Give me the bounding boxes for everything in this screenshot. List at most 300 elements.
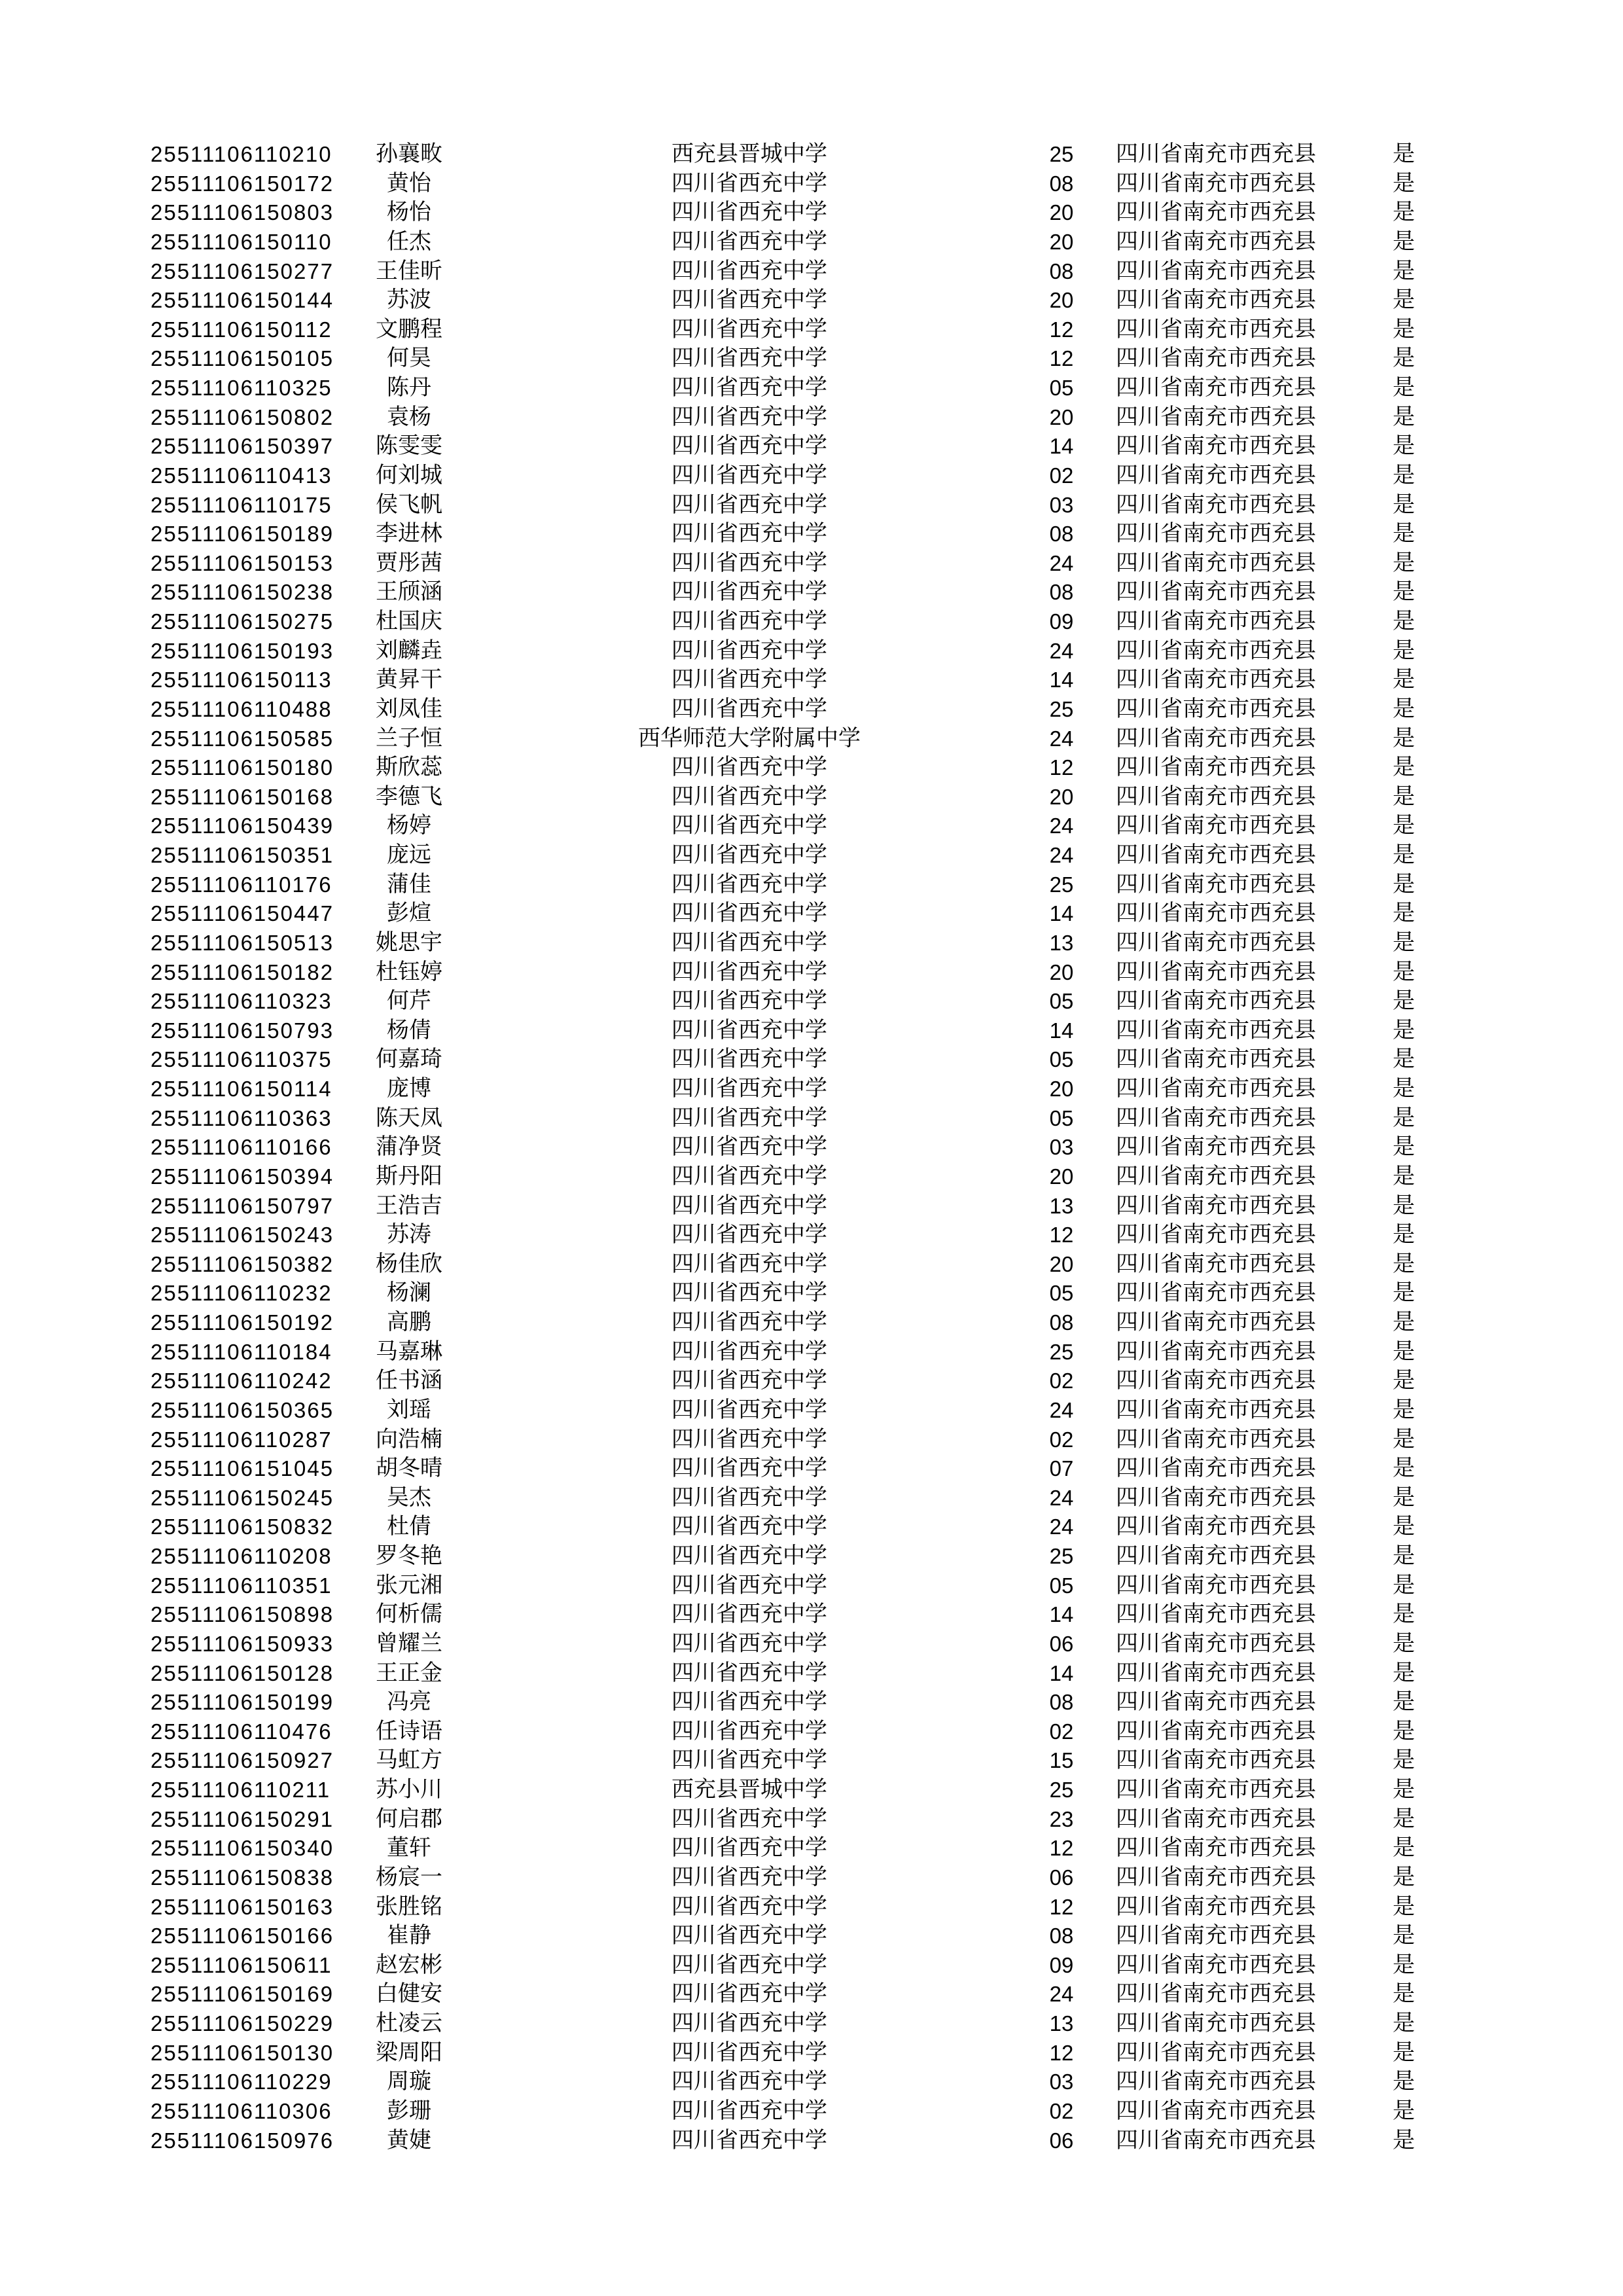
count-cell: 09 [1049, 609, 1074, 634]
candidate-name-cell: 董轩 [387, 1836, 431, 1861]
confirm-cell: 是 [1393, 522, 1415, 547]
exam-number-cell: 25511106150144 [151, 288, 334, 313]
school-cell: 四川省西充中学 [671, 1952, 827, 1977]
school-cell: 四川省西充中学 [671, 814, 827, 838]
school-cell: 四川省西充中学 [671, 1485, 827, 1510]
table-row [0, 725, 1623, 754]
school-cell: 四川省西充中学 [671, 317, 827, 342]
school-cell: 四川省西充中学 [671, 1924, 827, 1948]
table-row [0, 1367, 1623, 1396]
candidate-name-cell: 黄婕 [387, 2128, 431, 2153]
table-row [0, 170, 1623, 199]
school-cell: 四川省西充中学 [671, 696, 827, 721]
region-cell: 四川省南充市西充县 [1116, 1573, 1316, 1598]
exam-number-cell: 25511106150277 [151, 259, 334, 283]
count-cell: 13 [1049, 930, 1074, 955]
table-row [0, 1192, 1623, 1221]
table-row [0, 607, 1623, 637]
school-cell: 四川省西充中学 [671, 1631, 827, 1656]
count-cell: 08 [1049, 171, 1074, 196]
confirm-cell: 是 [1393, 726, 1415, 751]
exam-number-cell: 25511106150394 [151, 1164, 334, 1189]
school-cell: 四川省西充中学 [671, 930, 827, 955]
exam-number-cell: 25511106150838 [151, 1865, 334, 1890]
count-cell: 20 [1049, 960, 1074, 984]
table-row [0, 198, 1623, 228]
table-row [0, 1308, 1623, 1338]
school-cell: 四川省西充中学 [671, 901, 827, 926]
table-row [0, 666, 1623, 695]
candidate-name-cell: 张胜铭 [376, 1894, 442, 1919]
candidate-name-cell: 杜倩 [387, 1515, 431, 1539]
confirm-cell: 是 [1393, 1894, 1415, 1919]
confirm-cell: 是 [1393, 843, 1415, 867]
region-cell: 四川省南充市西充县 [1116, 1660, 1316, 1685]
exam-number-cell: 25511106150128 [151, 1660, 334, 1685]
table-row [0, 1133, 1623, 1162]
school-cell: 四川省西充中学 [671, 784, 827, 809]
exam-number-cell: 25511106150199 [151, 1690, 334, 1715]
count-cell: 25 [1049, 696, 1074, 721]
region-cell: 四川省南充市西充县 [1116, 2011, 1316, 2036]
table-row [0, 491, 1623, 520]
candidate-name-cell: 向浩楠 [376, 1427, 442, 1452]
confirm-cell: 是 [1393, 1193, 1415, 1218]
count-cell: 20 [1049, 1077, 1074, 1101]
school-cell: 四川省西充中学 [671, 989, 827, 1014]
count-cell: 08 [1049, 522, 1074, 547]
confirm-cell: 是 [1393, 1397, 1415, 1422]
count-cell: 12 [1049, 2040, 1074, 2065]
candidate-name-cell: 黄昇干 [376, 668, 442, 692]
table-row [0, 2068, 1623, 2097]
candidate-name-cell: 何嘉琦 [376, 1047, 442, 1072]
school-cell: 四川省西充中学 [671, 843, 827, 867]
count-cell: 14 [1049, 1018, 1074, 1043]
region-cell: 四川省南充市西充县 [1116, 171, 1316, 196]
count-cell: 12 [1049, 346, 1074, 371]
region-cell: 四川省南充市西充县 [1116, 434, 1316, 459]
confirm-cell: 是 [1393, 989, 1415, 1014]
region-cell: 四川省南充市西充县 [1116, 1778, 1316, 1802]
exam-number-cell: 25511106150803 [151, 200, 334, 225]
confirm-cell: 是 [1393, 288, 1415, 313]
count-cell: 24 [1049, 638, 1074, 663]
confirm-cell: 是 [1393, 1952, 1415, 1977]
exam-number-cell: 25511106150291 [151, 1806, 334, 1831]
confirm-cell: 是 [1393, 1544, 1415, 1568]
confirm-cell: 是 [1393, 1806, 1415, 1831]
candidate-name-cell: 彭珊 [387, 2098, 431, 2123]
confirm-cell: 是 [1393, 1251, 1415, 1276]
table-row [0, 1338, 1623, 1367]
candidate-name-cell: 杜钰婷 [376, 960, 442, 984]
candidate-name-cell: 彭煊 [387, 901, 431, 926]
table-row [0, 1688, 1623, 1717]
candidate-name-cell: 陈雯雯 [376, 434, 442, 459]
exam-number-cell: 25511106150793 [151, 1018, 334, 1043]
confirm-cell: 是 [1393, 229, 1415, 254]
candidate-name-cell: 马嘉琳 [376, 1339, 442, 1364]
region-cell: 四川省南充市西充县 [1116, 1105, 1316, 1130]
confirm-cell: 是 [1393, 814, 1415, 838]
region-cell: 四川省南充市西充县 [1116, 755, 1316, 780]
candidate-name-cell: 姚思宇 [376, 930, 442, 955]
count-cell: 08 [1049, 580, 1074, 605]
count-cell: 20 [1049, 229, 1074, 254]
exam-number-cell: 25511106110375 [151, 1047, 332, 1072]
school-cell: 四川省西充中学 [671, 346, 827, 371]
region-cell: 四川省南充市西充县 [1116, 1164, 1316, 1189]
count-cell: 06 [1049, 1865, 1074, 1890]
count-cell: 14 [1049, 901, 1074, 926]
school-cell: 四川省西充中学 [671, 1515, 827, 1539]
confirm-cell: 是 [1393, 1456, 1415, 1481]
exam-number-cell: 25511106150243 [151, 1223, 334, 1247]
count-cell: 08 [1049, 1924, 1074, 1948]
school-cell: 四川省西充中学 [671, 1982, 827, 2007]
school-cell: 四川省西充中学 [671, 2011, 827, 2036]
exam-number-cell: 25511106110287 [151, 1427, 332, 1452]
region-cell: 四川省南充市西充县 [1116, 492, 1316, 517]
candidate-name-cell: 王佳昕 [376, 259, 442, 283]
table-row [0, 1426, 1623, 1455]
confirm-cell: 是 [1393, 1924, 1415, 1948]
region-cell: 四川省南充市西充县 [1116, 1485, 1316, 1510]
confirm-cell: 是 [1393, 1778, 1415, 1802]
region-cell: 四川省南充市西充县 [1116, 1310, 1316, 1335]
exam-number-cell: 25511106150802 [151, 404, 334, 429]
candidate-name-cell: 任书涵 [376, 1369, 442, 1393]
exam-number-cell: 25511106150163 [151, 1894, 334, 1919]
region-cell: 四川省南充市西充县 [1116, 1690, 1316, 1715]
school-cell: 四川省西充中学 [671, 1602, 827, 1627]
table-row [0, 2126, 1623, 2156]
candidate-name-cell: 何昊 [387, 346, 431, 371]
candidate-name-cell: 孙襄畋 [376, 142, 442, 166]
confirm-cell: 是 [1393, 1485, 1415, 1510]
exam-number-cell: 25511106150105 [151, 346, 334, 371]
confirm-cell: 是 [1393, 580, 1415, 605]
candidate-name-cell: 王颀涵 [376, 580, 442, 605]
confirm-cell: 是 [1393, 171, 1415, 196]
region-cell: 四川省南充市西充县 [1116, 1952, 1316, 1977]
table-row [0, 549, 1623, 579]
table-row [0, 812, 1623, 841]
table-row [0, 1863, 1623, 1893]
table-row [0, 2009, 1623, 2039]
exam-number-cell: 25511106150611 [151, 1952, 332, 1977]
confirm-cell: 是 [1393, 492, 1415, 517]
exam-number-cell: 25511106150513 [151, 930, 334, 955]
confirm-cell: 是 [1393, 142, 1415, 166]
school-cell: 四川省西充中学 [671, 1077, 827, 1101]
candidate-name-cell: 冯亮 [387, 1690, 431, 1715]
region-cell: 四川省南充市西充县 [1116, 229, 1316, 254]
count-cell: 05 [1049, 1047, 1074, 1072]
table-row [0, 1484, 1623, 1513]
count-cell: 05 [1049, 376, 1074, 400]
count-cell: 20 [1049, 200, 1074, 225]
school-cell: 四川省西充中学 [671, 1281, 827, 1306]
exam-number-cell: 25511106110229 [151, 2070, 332, 2094]
region-cell: 四川省南充市西充县 [1116, 872, 1316, 897]
table-row [0, 1279, 1623, 1308]
table-row [0, 1396, 1623, 1426]
confirm-cell: 是 [1393, 1077, 1415, 1101]
count-cell: 24 [1049, 1485, 1074, 1510]
confirm-cell: 是 [1393, 259, 1415, 283]
school-cell: 四川省西充中学 [671, 1047, 827, 1072]
count-cell: 14 [1049, 1660, 1074, 1685]
region-cell: 四川省南充市西充县 [1116, 668, 1316, 692]
region-cell: 四川省南充市西充县 [1116, 1223, 1316, 1247]
count-cell: 05 [1049, 989, 1074, 1014]
school-cell: 四川省西充中学 [671, 609, 827, 634]
count-cell: 25 [1049, 1544, 1074, 1568]
confirm-cell: 是 [1393, 2070, 1415, 2094]
exam-number-cell: 25511106110208 [151, 1544, 332, 1568]
count-cell: 25 [1049, 142, 1074, 166]
exam-number-cell: 25511106150365 [151, 1397, 334, 1422]
candidate-table [0, 140, 1623, 2155]
school-cell: 西充县晋城中学 [671, 142, 827, 166]
exam-number-cell: 25511106150182 [151, 960, 334, 984]
table-row [0, 1454, 1623, 1484]
region-cell: 四川省南充市西充县 [1116, 784, 1316, 809]
candidate-name-cell: 杜国庆 [376, 609, 442, 634]
region-cell: 四川省南充市西充县 [1116, 1748, 1316, 1773]
exam-number-cell: 25511106150447 [151, 901, 334, 926]
school-cell: 四川省西充中学 [671, 492, 827, 517]
table-row [0, 1805, 1623, 1835]
count-cell: 08 [1049, 1310, 1074, 1335]
region-cell: 四川省南充市西充县 [1116, 960, 1316, 984]
school-cell: 四川省西充中学 [671, 1105, 827, 1130]
region-cell: 四川省南充市西充县 [1116, 696, 1316, 721]
school-cell: 四川省西充中学 [671, 1251, 827, 1276]
region-cell: 四川省南充市西充县 [1116, 609, 1316, 634]
confirm-cell: 是 [1393, 1164, 1415, 1189]
school-cell: 四川省西充中学 [671, 1544, 827, 1568]
count-cell: 05 [1049, 1281, 1074, 1306]
count-cell: 02 [1049, 1719, 1074, 1744]
candidate-name-cell: 任杰 [387, 229, 431, 254]
table-row [0, 432, 1623, 461]
confirm-cell: 是 [1393, 1748, 1415, 1773]
candidate-name-cell: 杨婷 [387, 814, 431, 838]
region-cell: 四川省南充市西充县 [1116, 404, 1316, 429]
count-cell: 13 [1049, 2011, 1074, 2036]
region-cell: 四川省南充市西充县 [1116, 1631, 1316, 1656]
school-cell: 四川省西充中学 [671, 2098, 827, 2123]
candidate-name-cell: 兰子恒 [376, 726, 442, 751]
confirm-cell: 是 [1393, 784, 1415, 809]
exam-number-cell: 25511106150797 [151, 1193, 334, 1218]
table-row [0, 1834, 1623, 1863]
exam-number-cell: 25511106150382 [151, 1251, 334, 1276]
confirm-cell: 是 [1393, 1865, 1415, 1890]
table-row [0, 2039, 1623, 2068]
region-cell: 四川省南充市西充县 [1116, 1456, 1316, 1481]
count-cell: 24 [1049, 843, 1074, 867]
table-row [0, 1045, 1623, 1075]
count-cell: 06 [1049, 2128, 1074, 2153]
confirm-cell: 是 [1393, 638, 1415, 663]
region-cell: 四川省南充市西充县 [1116, 638, 1316, 663]
school-cell: 四川省西充中学 [671, 463, 827, 488]
candidate-name-cell: 杜凌云 [376, 2011, 442, 2036]
table-row [0, 929, 1623, 958]
region-cell: 四川省南充市西充县 [1116, 1719, 1316, 1744]
table-row [0, 2097, 1623, 2126]
table-row [0, 374, 1623, 403]
count-cell: 14 [1049, 434, 1074, 459]
school-cell: 四川省西充中学 [671, 1690, 827, 1715]
count-cell: 12 [1049, 755, 1074, 780]
confirm-cell: 是 [1393, 346, 1415, 371]
count-cell: 20 [1049, 1164, 1074, 1189]
candidate-name-cell: 王正金 [376, 1660, 442, 1685]
region-cell: 四川省南充市西充县 [1116, 930, 1316, 955]
table-row [0, 958, 1623, 988]
table-row [0, 695, 1623, 725]
region-cell: 四川省南充市西充县 [1116, 1135, 1316, 1160]
exam-number-cell: 25511106110363 [151, 1105, 332, 1130]
table-row [0, 1513, 1623, 1542]
count-cell: 05 [1049, 1105, 1074, 1130]
school-cell: 四川省西充中学 [671, 1573, 827, 1598]
count-cell: 23 [1049, 1806, 1074, 1831]
exam-number-cell: 25511106150933 [151, 1631, 334, 1656]
confirm-cell: 是 [1393, 755, 1415, 780]
count-cell: 24 [1049, 1515, 1074, 1539]
table-row [0, 344, 1623, 374]
school-cell: 四川省西充中学 [671, 872, 827, 897]
school-cell: 四川省西充中学 [671, 522, 827, 547]
confirm-cell: 是 [1393, 200, 1415, 225]
count-cell: 03 [1049, 1135, 1074, 1160]
confirm-cell: 是 [1393, 1573, 1415, 1598]
count-cell: 20 [1049, 288, 1074, 313]
count-cell: 24 [1049, 1397, 1074, 1422]
confirm-cell: 是 [1393, 1310, 1415, 1335]
confirm-cell: 是 [1393, 668, 1415, 692]
table-row [0, 1075, 1623, 1104]
exam-number-cell: 25511106150189 [151, 522, 334, 547]
candidate-name-cell: 陈天凤 [376, 1105, 442, 1130]
region-cell: 四川省南充市西充县 [1116, 1018, 1316, 1043]
region-cell: 四川省南充市西充县 [1116, 142, 1316, 166]
school-cell: 四川省西充中学 [671, 1223, 827, 1247]
school-cell: 四川省西充中学 [671, 1164, 827, 1189]
candidate-name-cell: 何芹 [387, 989, 431, 1014]
candidate-name-cell: 胡冬晴 [376, 1456, 442, 1481]
table-row [0, 870, 1623, 900]
candidate-name-cell: 何刘城 [376, 463, 442, 488]
candidate-name-cell: 李进林 [376, 522, 442, 547]
confirm-cell: 是 [1393, 1836, 1415, 1861]
region-cell: 四川省南充市西充县 [1116, 1806, 1316, 1831]
school-cell: 四川省西充中学 [671, 1748, 827, 1773]
region-cell: 四川省南充市西充县 [1116, 1047, 1316, 1072]
exam-number-cell: 25511106150351 [151, 843, 334, 867]
table-row [0, 753, 1623, 783]
exam-number-cell: 25511106110176 [151, 872, 332, 897]
confirm-cell: 是 [1393, 1018, 1415, 1043]
count-cell: 09 [1049, 1952, 1074, 1977]
count-cell: 24 [1049, 1982, 1074, 2007]
table-row [0, 899, 1623, 929]
count-cell: 12 [1049, 1836, 1074, 1861]
exam-number-cell: 25511106150898 [151, 1602, 334, 1627]
table-row [0, 520, 1623, 549]
school-cell: 四川省西充中学 [671, 171, 827, 196]
candidate-name-cell: 斯丹阳 [376, 1164, 442, 1189]
count-cell: 02 [1049, 1427, 1074, 1452]
exam-number-cell: 25511106150927 [151, 1748, 334, 1773]
school-cell: 四川省西充中学 [671, 404, 827, 429]
candidate-name-cell: 杨澜 [387, 1281, 431, 1306]
candidate-name-cell: 高鹏 [387, 1310, 431, 1335]
candidate-name-cell: 杨佳欣 [376, 1251, 442, 1276]
count-cell: 02 [1049, 1369, 1074, 1393]
table-row [0, 1630, 1623, 1659]
candidate-name-cell: 蒲佳 [387, 872, 431, 897]
table-row [0, 578, 1623, 607]
school-cell: 四川省西充中学 [671, 960, 827, 984]
school-cell: 四川省西充中学 [671, 1018, 827, 1043]
candidate-name-cell: 王浩吉 [376, 1193, 442, 1218]
region-cell: 四川省南充市西充县 [1116, 1865, 1316, 1890]
table-row [0, 1717, 1623, 1747]
count-cell: 25 [1049, 1339, 1074, 1364]
confirm-cell: 是 [1393, 1515, 1415, 1539]
confirm-cell: 是 [1393, 1690, 1415, 1715]
exam-number-cell: 25511106150172 [151, 171, 334, 196]
confirm-cell: 是 [1393, 872, 1415, 897]
candidate-name-cell: 崔静 [387, 1924, 431, 1948]
school-cell: 西充县晋城中学 [671, 1778, 827, 1802]
confirm-cell: 是 [1393, 2011, 1415, 2036]
school-cell: 四川省西充中学 [671, 1310, 827, 1335]
count-cell: 25 [1049, 1778, 1074, 1802]
region-cell: 四川省南充市西充县 [1116, 1251, 1316, 1276]
confirm-cell: 是 [1393, 404, 1415, 429]
region-cell: 四川省南充市西充县 [1116, 1369, 1316, 1393]
region-cell: 四川省南充市西充县 [1116, 1924, 1316, 1948]
exam-number-cell: 25511106110175 [151, 492, 332, 517]
confirm-cell: 是 [1393, 317, 1415, 342]
candidate-name-cell: 庞远 [387, 843, 431, 867]
table-row [0, 1951, 1623, 1981]
confirm-cell: 是 [1393, 901, 1415, 926]
table-row [0, 1659, 1623, 1689]
exam-number-cell: 25511106150245 [151, 1485, 334, 1510]
exam-number-cell: 25511106110232 [151, 1281, 332, 1306]
count-cell: 13 [1049, 1193, 1074, 1218]
candidate-name-cell: 贾彤茜 [376, 550, 442, 575]
count-cell: 14 [1049, 1602, 1074, 1627]
region-cell: 四川省南充市西充县 [1116, 1339, 1316, 1364]
school-cell: 四川省西充中学 [671, 638, 827, 663]
exam-number-cell: 25511106150229 [151, 2011, 334, 2036]
region-cell: 四川省南充市西充县 [1116, 1397, 1316, 1422]
count-cell: 24 [1049, 726, 1074, 751]
confirm-cell: 是 [1393, 1105, 1415, 1130]
candidate-name-cell: 何启郡 [376, 1806, 442, 1831]
table-row [0, 1221, 1623, 1250]
